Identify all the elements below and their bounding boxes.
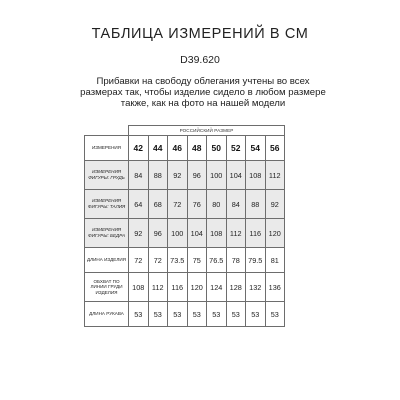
value-cell: 79.5	[246, 248, 266, 273]
measurement-header: ИЗМЕРЕНИЯ	[85, 136, 129, 161]
value-cell: 53	[168, 302, 188, 327]
value-cell: 53	[265, 302, 285, 327]
row-label: ИЗМЕРЕНИЯ ФИГУРЫ: ГРУДЬ	[85, 161, 129, 190]
value-cell: 53	[226, 302, 246, 327]
value-cell: 120	[187, 273, 207, 302]
table-row	[85, 248, 285, 273]
value-cell: 75	[187, 248, 207, 273]
table-row	[85, 273, 285, 302]
value-cell: 120	[265, 219, 285, 248]
value-cell: 53	[207, 302, 227, 327]
value-cell: 108	[207, 219, 227, 248]
value-cell: 96	[148, 219, 168, 248]
size-cell: 56	[265, 136, 285, 161]
value-cell: 72	[129, 248, 149, 273]
table-row	[85, 161, 285, 190]
value-cell: 88	[148, 161, 168, 190]
value-cell: 100	[207, 161, 227, 190]
value-cell: 84	[129, 161, 149, 190]
value-cell: 96	[187, 161, 207, 190]
size-cell: 50	[207, 136, 227, 161]
value-cell: 108	[129, 273, 149, 302]
size-system-header: РОССИЙСКИЙ РАЗМЕР	[129, 126, 285, 136]
size-cell: 42	[129, 136, 149, 161]
value-cell: 92	[168, 161, 188, 190]
value-cell: 53	[187, 302, 207, 327]
value-cell: 124	[207, 273, 227, 302]
table-corner	[85, 126, 129, 136]
value-cell: 53	[148, 302, 168, 327]
size-cell: 54	[246, 136, 266, 161]
value-cell: 92	[129, 219, 149, 248]
size-cell: 44	[148, 136, 168, 161]
size-table	[84, 125, 285, 327]
value-cell: 132	[246, 273, 266, 302]
value-cell: 73.5	[168, 248, 188, 273]
size-cell: 46	[168, 136, 188, 161]
row-label: ДЛИНА РУКАВА	[85, 302, 129, 327]
value-cell: 104	[187, 219, 207, 248]
article-code: D39.620	[180, 54, 220, 66]
value-cell: 92	[265, 190, 285, 219]
value-cell: 112	[265, 161, 285, 190]
value-cell: 88	[246, 190, 266, 219]
value-cell: 76.5	[207, 248, 227, 273]
value-cell: 116	[246, 219, 266, 248]
size-cell: 48	[187, 136, 207, 161]
row-label: ИЗМЕРЕНИЯ ФИГУРЫ: ТАЛИЯ	[85, 190, 129, 219]
value-cell: 104	[226, 161, 246, 190]
value-cell: 80	[207, 190, 227, 219]
value-cell: 72	[148, 248, 168, 273]
value-cell: 53	[246, 302, 266, 327]
value-cell: 128	[226, 273, 246, 302]
table-row	[85, 190, 285, 219]
value-cell: 78	[226, 248, 246, 273]
value-cell: 53	[129, 302, 149, 327]
row-label: ИЗМЕРЕНИЯ ФИГУРЫ: БЕДРА	[85, 219, 129, 248]
row-label: ОБХВАТ ПО ЛИНИИ ГРУДИ ИЗДЕЛИЯ	[85, 273, 129, 302]
value-cell: 112	[226, 219, 246, 248]
value-cell: 136	[265, 273, 285, 302]
value-cell: 112	[148, 273, 168, 302]
fit-note: Прибавки на свободу облегания учтены во всех размерах так, чтобы изделие сидело в любом размере также, как на фото на нашей модели	[80, 76, 326, 110]
value-cell: 72	[168, 190, 188, 219]
table-row	[85, 302, 285, 327]
value-cell: 116	[168, 273, 188, 302]
value-cell: 64	[129, 190, 149, 219]
value-cell: 68	[148, 190, 168, 219]
table-row	[85, 219, 285, 248]
size-cell: 52	[226, 136, 246, 161]
page-title: ТАБЛИЦА ИЗМЕРЕНИЙ В СМ	[91, 26, 309, 42]
value-cell: 76	[187, 190, 207, 219]
value-cell: 108	[246, 161, 266, 190]
row-label: ДЛИНА ИЗДЕЛИЯ	[85, 248, 129, 273]
value-cell: 100	[168, 219, 188, 248]
value-cell: 81	[265, 248, 285, 273]
value-cell: 84	[226, 190, 246, 219]
